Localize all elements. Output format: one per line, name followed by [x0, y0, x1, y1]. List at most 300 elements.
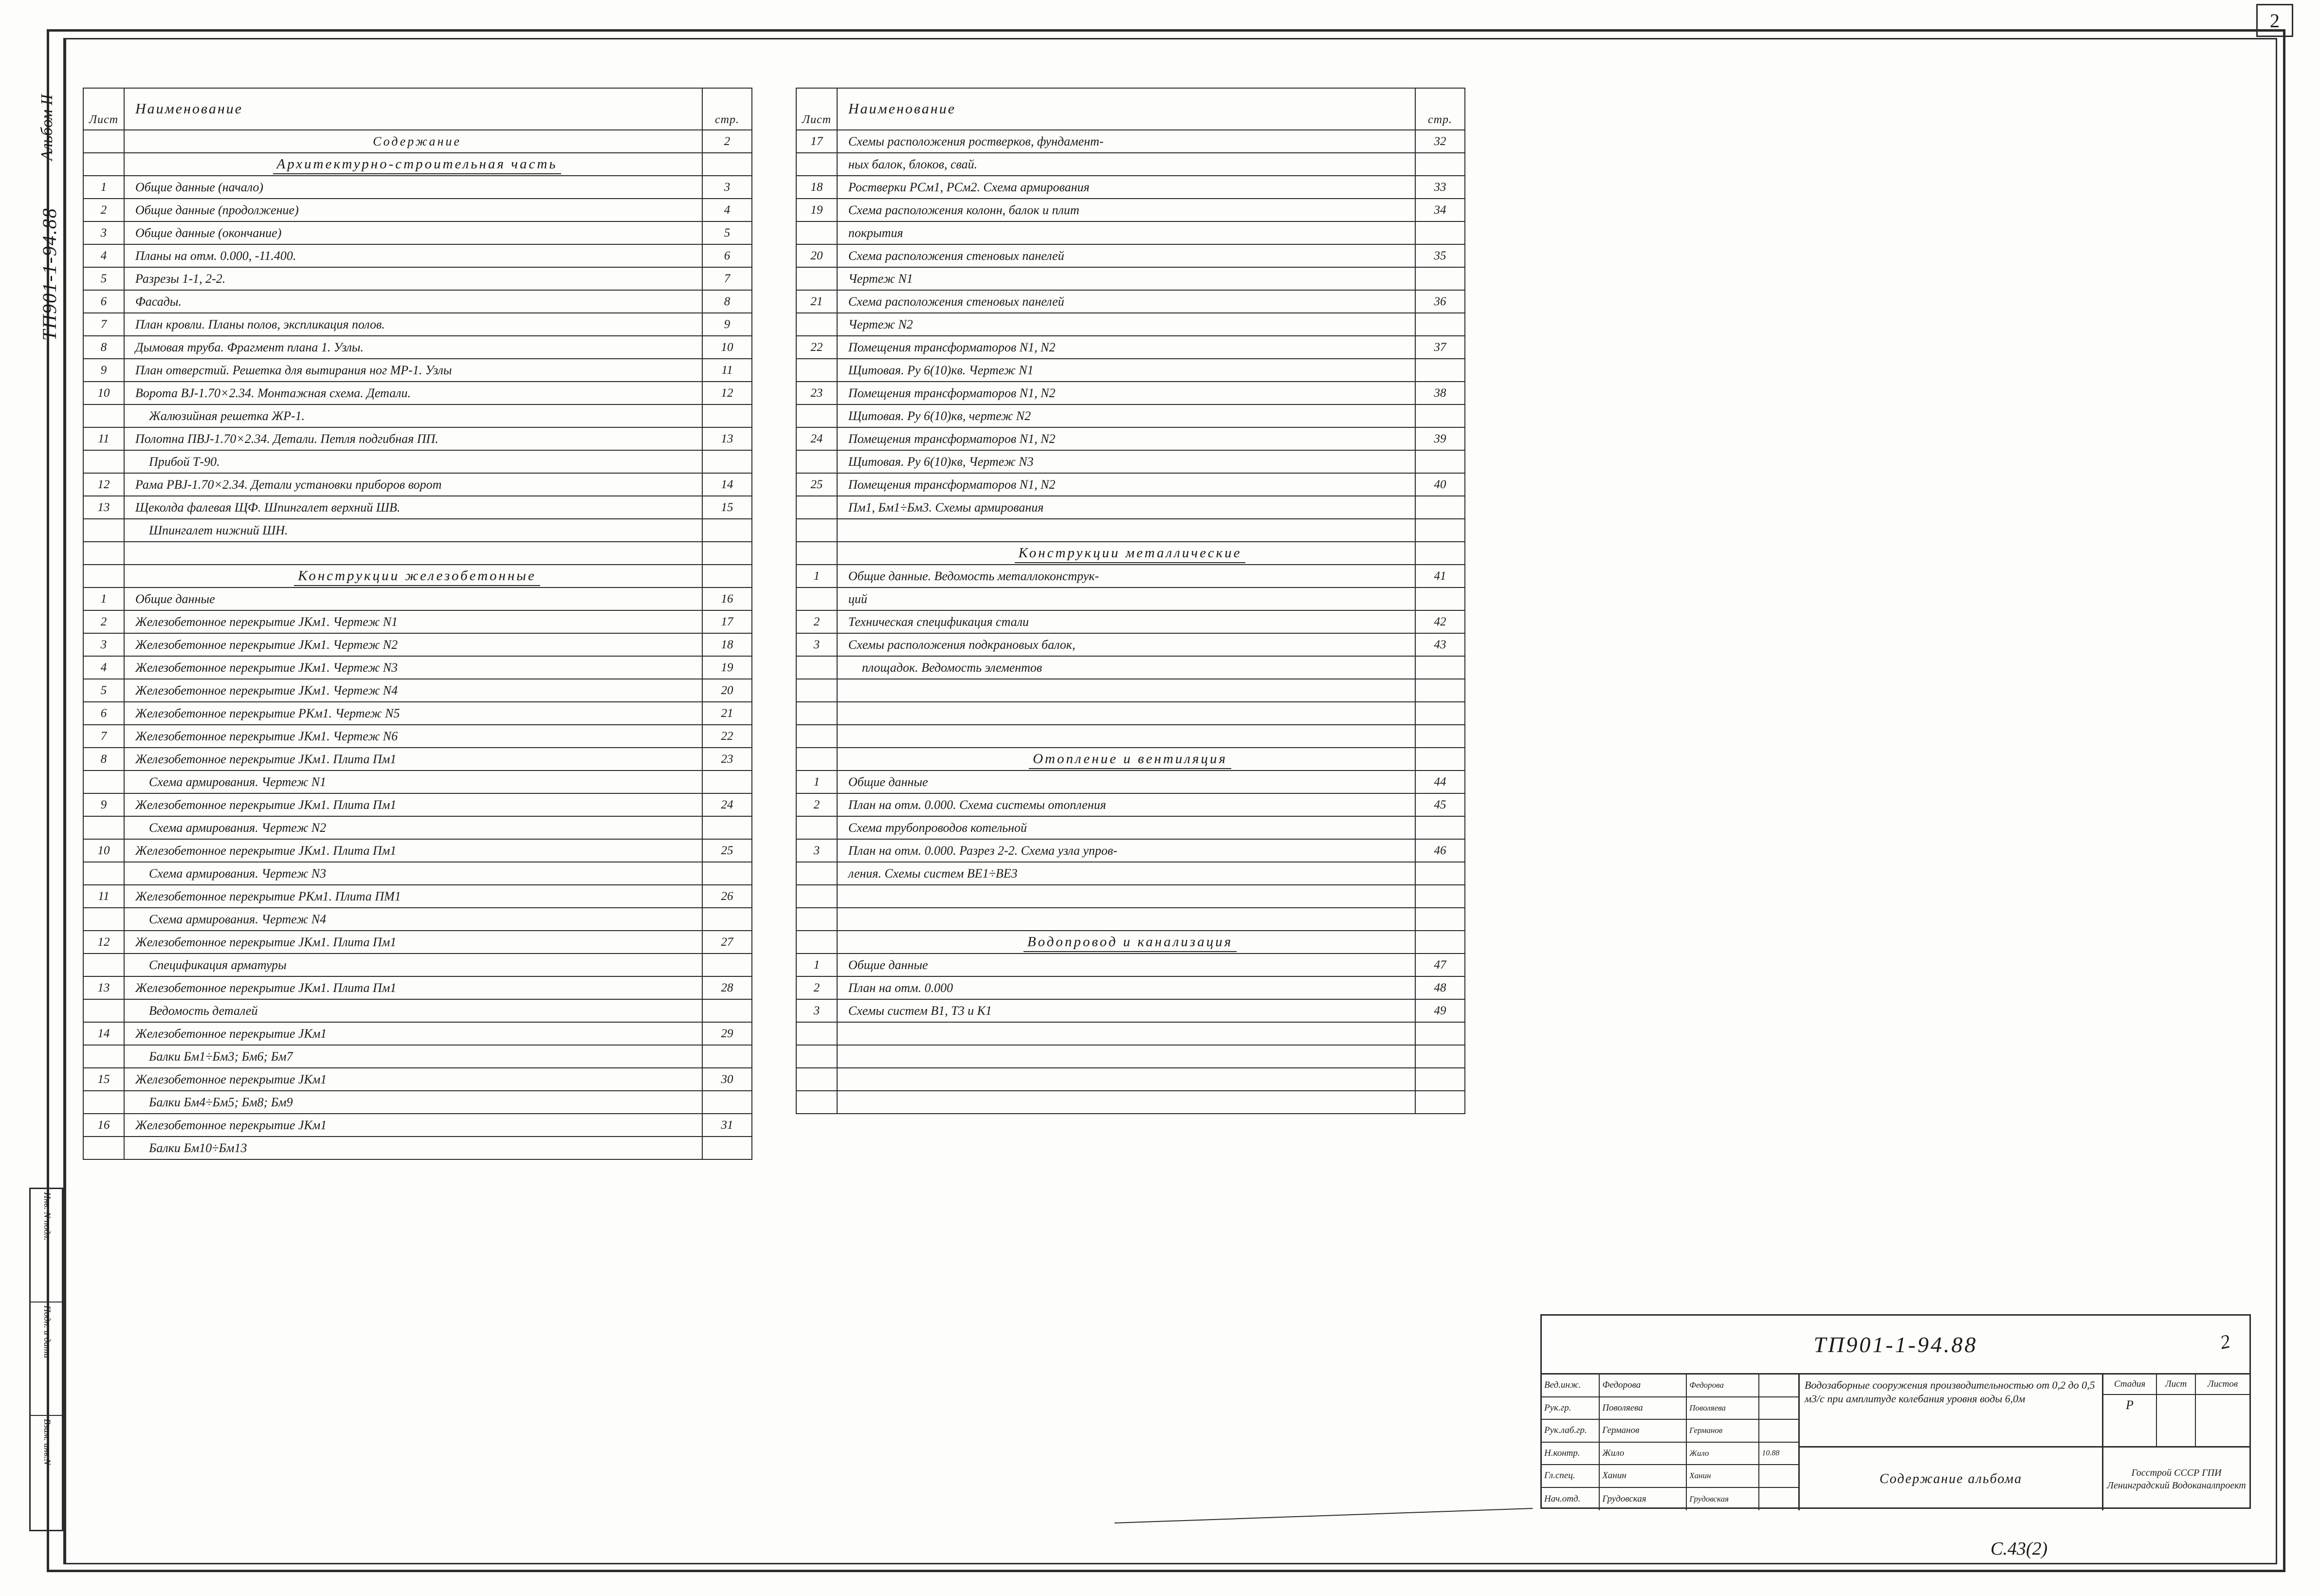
stage-block [2103, 1375, 2249, 1446]
cell-sheet-number: 11 [83, 427, 124, 450]
cell-page-number: 32 [1415, 130, 1465, 153]
table-row [83, 885, 752, 908]
cell-title: План на отм. 0.000 [837, 976, 1415, 999]
cell-sheet-number: 21 [796, 290, 837, 313]
table-row [83, 473, 752, 496]
signature-date [1759, 1397, 1798, 1419]
signature-sign: Федорова [1687, 1375, 1759, 1396]
cell-sheet-number [796, 153, 837, 176]
table-row [83, 1045, 752, 1068]
cell-title: Шпингалет нижний ШН. [124, 519, 702, 542]
signature-date: 10.88 [1762, 1449, 1780, 1457]
table-row [83, 199, 752, 221]
cell-page-number [1415, 587, 1465, 610]
cell-page-number: 38 [1415, 382, 1465, 404]
table-row [83, 153, 752, 176]
cell-page-number: 22 [702, 725, 752, 748]
table-row [83, 770, 752, 793]
stage-header-sheet: Лист [2157, 1375, 2196, 1394]
cell-title: Фасады. [124, 290, 702, 313]
cell-title [837, 1045, 1415, 1068]
table-row [83, 519, 752, 542]
cell-sheet-number [796, 656, 837, 679]
cell-sheet-number [796, 519, 837, 542]
signature-role: Н.контр. [1542, 1443, 1600, 1465]
cell-title [837, 908, 1415, 931]
left-margin-stamp [29, 1188, 63, 1531]
cell-page-number [1415, 542, 1465, 565]
object-description: Водозаборные сооружения производительностью от 0,2 до 0,5 м3/с при амплитуде колебания уровня воды 6,0м [1800, 1375, 2103, 1446]
cell-page-number [1415, 908, 1465, 931]
cell-sheet-number [796, 748, 837, 770]
cell-title: Щеколда фалевая ЩФ. Шпингалет верхний ШВ. [124, 496, 702, 519]
cell-title [837, 542, 1415, 565]
cell-sheet-number: 15 [83, 1068, 124, 1091]
cell-title: Содержание [124, 130, 702, 153]
section-heading: Конструкции металлические [1015, 545, 1246, 563]
table-row [796, 839, 1465, 862]
cell-title: План на отм. 0.000. Схема системы отопления [837, 793, 1415, 816]
table-row [796, 176, 1465, 199]
cell-page-number: 48 [1415, 976, 1465, 999]
table-row [83, 130, 752, 153]
table-row [83, 793, 752, 816]
table-header-row [796, 88, 1465, 130]
cell-sheet-number [796, 542, 837, 565]
cell-title [837, 1068, 1415, 1091]
table-row [796, 473, 1465, 496]
cell-title [124, 565, 702, 587]
table-row [83, 382, 752, 404]
cell-title: ций [837, 587, 1415, 610]
cell-page-number [1415, 359, 1465, 382]
cell-title: Схема расположения стеновых панелей [837, 290, 1415, 313]
table-row [83, 427, 752, 450]
cell-page-number: 33 [1415, 176, 1465, 199]
cell-page-number: 14 [702, 473, 752, 496]
cell-title: Железобетонное перекрытие ЈКм1. Плита Пм1 [124, 976, 702, 999]
cell-title: Общие данные [124, 587, 702, 610]
cell-page-number: 17 [702, 610, 752, 633]
cell-sheet-number [83, 404, 124, 427]
cell-sheet-number [83, 519, 124, 542]
table-row [83, 450, 752, 473]
cell-title: Схема армирования. Чертеж N1 [124, 770, 702, 793]
cell-sheet-number [83, 130, 124, 153]
table-row [796, 816, 1465, 839]
cell-page-number [1415, 450, 1465, 473]
cell-sheet-number [796, 1022, 837, 1045]
cell-page-number [702, 770, 752, 793]
signature-sign: Германов [1687, 1420, 1759, 1442]
table-row [83, 679, 752, 702]
cell-title: Схема армирования. Чертеж N4 [124, 908, 702, 931]
cell-title [837, 1091, 1415, 1114]
cell-page-number: 28 [702, 976, 752, 999]
stamp-cell-label: Инв. N подл. [42, 1192, 52, 1241]
cell-sheet-number: 10 [83, 839, 124, 862]
cell-title [837, 885, 1415, 908]
cell-title: Помещения трансформаторов N1, N2 [837, 473, 1415, 496]
section-heading: Водопровод и канализация [1023, 934, 1237, 952]
cell-title: Балки Бм1÷Бм3; Бм6; Бм7 [124, 1045, 702, 1068]
cell-title: Разрезы 1-1, 2-2. [124, 267, 702, 290]
cell-title: Железобетонное перекрытие ЈКм1. Чертеж N3 [124, 656, 702, 679]
cell-sheet-number [796, 862, 837, 885]
cell-sheet-number: 9 [83, 793, 124, 816]
cell-sheet-number: 14 [83, 1022, 124, 1045]
cell-page-number: 5 [702, 221, 752, 244]
cell-sheet-number: 11 [83, 885, 124, 908]
signature-sign: Грудовская [1687, 1488, 1759, 1511]
cell-page-number [1415, 656, 1465, 679]
table-row [796, 954, 1465, 976]
cell-sheet-number [796, 1091, 837, 1114]
project-code: ТП901-1-94.88 [1813, 1332, 1978, 1357]
vertical-project-code: ТП901-1-94.88 [38, 207, 60, 341]
cell-page-number [1415, 1068, 1465, 1091]
table-row [83, 313, 752, 336]
stage-value: Р [2103, 1395, 2157, 1446]
cell-title: Помещения трансформаторов N1, N2 [837, 382, 1415, 404]
cell-title: Ростверки РСм1, РСм2. Схема армирования [837, 176, 1415, 199]
cell-page-number: 36 [1415, 290, 1465, 313]
cell-page-number [702, 450, 752, 473]
cell-page-number: 20 [702, 679, 752, 702]
cell-title: Жалюзийная решетка ЖР-1. [124, 404, 702, 427]
cell-title [837, 702, 1415, 725]
cell-sheet-number: 2 [83, 610, 124, 633]
cell-page-number [702, 1091, 752, 1114]
table-row [83, 931, 752, 954]
cell-sheet-number [796, 679, 837, 702]
cell-title [837, 748, 1415, 770]
cell-title: Чертеж N1 [837, 267, 1415, 290]
cell-page-number [1415, 725, 1465, 748]
cell-title: Железобетонное перекрытие РКм1. Чертеж N5 [124, 702, 702, 725]
cell-page-number [1415, 1022, 1465, 1045]
cell-sheet-number: 2 [796, 793, 837, 816]
cell-sheet-number [796, 931, 837, 954]
cell-title: Рама РВЈ-1.70×2.34. Детали установки приборов ворот [124, 473, 702, 496]
cell-page-number: 18 [702, 633, 752, 656]
cell-title: Ворота ВЈ-1.70×2.34. Монтажная схема. Детали. [124, 382, 702, 404]
cell-title: Общие данные. Ведомость металлоконструк- [837, 565, 1415, 587]
cell-page-number [702, 908, 752, 931]
cell-title: Щитовая. Ру 6(10)кв, чертеж N2 [837, 404, 1415, 427]
cell-sheet-number: 1 [83, 176, 124, 199]
cell-title: Общие данные (начало) [124, 176, 702, 199]
cell-title: Помещения трансформаторов N1, N2 [837, 336, 1415, 359]
cell-title: План на отм. 0.000. Разрез 2-2. Схема узла упров- [837, 839, 1415, 862]
table-row [83, 862, 752, 885]
cell-page-number: 44 [1415, 770, 1465, 793]
cell-sheet-number [83, 999, 124, 1022]
cell-sheet-number: 9 [83, 359, 124, 382]
table-row [796, 427, 1465, 450]
sheet-title: Содержание альбома [1800, 1448, 2103, 1510]
cell-sheet-number [796, 359, 837, 382]
cell-sheet-number: 10 [83, 382, 124, 404]
table-row [796, 1022, 1465, 1045]
cell-page-number [1415, 885, 1465, 908]
cell-page-number: 16 [702, 587, 752, 610]
cell-sheet-number: 8 [83, 336, 124, 359]
table-row [796, 450, 1465, 473]
cell-page-number: 37 [1415, 336, 1465, 359]
table-row [83, 702, 752, 725]
table-row [83, 610, 752, 633]
cell-title [124, 153, 702, 176]
cell-sheet-number [796, 816, 837, 839]
table-row [83, 1068, 752, 1091]
cell-title: Общие данные [837, 954, 1415, 976]
cell-title: Балки Бм10÷Бм13 [124, 1137, 702, 1159]
header-name: Наименование [837, 88, 1415, 130]
table-row [796, 702, 1465, 725]
signature-name: Германов [1600, 1420, 1687, 1442]
table-row [796, 679, 1465, 702]
table-row [83, 176, 752, 199]
cell-sheet-number [796, 221, 837, 244]
cell-page-number: 8 [702, 290, 752, 313]
cell-sheet-number [83, 450, 124, 473]
cell-page-number: 47 [1415, 954, 1465, 976]
table-row [796, 199, 1465, 221]
stamp-cell-label: Подп. и дата [42, 1305, 52, 1358]
cell-sheet-number: 25 [796, 473, 837, 496]
title-block-code-row [1542, 1316, 2249, 1375]
cell-sheet-number [796, 313, 837, 336]
cell-title: Железобетонное перекрытие ЈКм1 [124, 1068, 702, 1091]
cell-page-number [702, 816, 752, 839]
cell-page-number: 27 [702, 931, 752, 954]
cell-title: Техническая спецификация стали [837, 610, 1415, 633]
cell-page-number: 40 [1415, 473, 1465, 496]
signature-row [1542, 1465, 1798, 1488]
cell-sheet-number: 6 [83, 290, 124, 313]
table-header-row [83, 88, 752, 130]
cell-page-number: 15 [702, 496, 752, 519]
signature-name: Ханин [1600, 1465, 1687, 1487]
cell-sheet-number [83, 816, 124, 839]
cell-page-number: 35 [1415, 244, 1465, 267]
cell-title: Общие данные (продолжение) [124, 199, 702, 221]
table-row [796, 153, 1465, 176]
cell-page-number [1415, 702, 1465, 725]
table-row [796, 999, 1465, 1022]
table-row [83, 908, 752, 931]
table-row [796, 725, 1465, 748]
table-row [796, 976, 1465, 999]
vertical-album-label: Альбом II [38, 94, 56, 161]
signature-date [1759, 1420, 1798, 1442]
cell-page-number: 9 [702, 313, 752, 336]
section-heading: Архитектурно-строительная часть [273, 156, 562, 174]
signature-role: Вед.инж. [1542, 1375, 1600, 1396]
cell-sheet-number: 24 [796, 427, 837, 450]
cell-title: Схема армирования. Чертеж N2 [124, 816, 702, 839]
cell-title: Железобетонное перекрытие ЈКм1 [124, 1114, 702, 1137]
cell-title: Железобетонное перекрытие РКм1. Плита ПМ1 [124, 885, 702, 908]
signature-role: Рук.лаб.гр. [1542, 1420, 1600, 1442]
cell-title: Прибой Т-90. [124, 450, 702, 473]
cell-sheet-number: 19 [796, 199, 837, 221]
cell-page-number: 2 [702, 130, 752, 153]
cell-page-number: 4 [702, 199, 752, 221]
cell-sheet-number [83, 908, 124, 931]
table-row [83, 633, 752, 656]
cell-sheet-number [83, 153, 124, 176]
cell-title: ных балок, блоков, свай. [837, 153, 1415, 176]
cell-sheet-number: 12 [83, 473, 124, 496]
signature-role: Рук.гр. [1542, 1397, 1600, 1419]
cell-page-number [1415, 267, 1465, 290]
table-row [83, 954, 752, 976]
cell-sheet-number: 17 [796, 130, 837, 153]
cell-title: План отверстий. Решетка для вытирания ног МР-1. Узлы [124, 359, 702, 382]
header-sheet: Лист [83, 88, 124, 130]
table-row [796, 267, 1465, 290]
signature-row [1542, 1488, 1798, 1511]
cell-sheet-number: 3 [83, 633, 124, 656]
cell-title [837, 931, 1415, 954]
sheets-total-value [2196, 1395, 2249, 1446]
cell-title: Железобетонное перекрытие ЈКм1. Чертеж N1 [124, 610, 702, 633]
cell-title: Железобетонное перекрытие ЈКм1. Плита Пм1 [124, 931, 702, 954]
signature-name: Федорова [1600, 1375, 1687, 1396]
cell-title [837, 1022, 1415, 1045]
cell-page-number [1415, 313, 1465, 336]
table-row [83, 1022, 752, 1045]
cell-title: Схема расположения стеновых панелей [837, 244, 1415, 267]
table-row [796, 519, 1465, 542]
header-sheet: Лист [796, 88, 837, 130]
table-row [83, 999, 752, 1022]
cell-sheet-number: 6 [83, 702, 124, 725]
cell-sheet-number [796, 587, 837, 610]
cell-sheet-number: 23 [796, 382, 837, 404]
cell-title: Железобетонное перекрытие ЈКм1. Плита Пм1 [124, 839, 702, 862]
table-row [83, 244, 752, 267]
cell-page-number: 45 [1415, 793, 1465, 816]
cell-page-number [702, 1137, 752, 1159]
table-row [83, 725, 752, 748]
signatures-table [1542, 1375, 1800, 1510]
signature-row [1542, 1420, 1798, 1443]
section-heading: Отопление и вентиляция [1029, 751, 1231, 769]
table-row [796, 1045, 1465, 1068]
cell-sheet-number [83, 1137, 124, 1159]
cell-title: Общие данные [837, 770, 1415, 793]
cell-page-number: 46 [1415, 839, 1465, 862]
signature-date [1759, 1375, 1798, 1396]
cell-title [837, 725, 1415, 748]
cell-page-number [1415, 404, 1465, 427]
cell-sheet-number [83, 1045, 124, 1068]
cell-title: Щитовая. Ру 6(10)кв, Чертеж N3 [837, 450, 1415, 473]
cell-sheet-number [796, 885, 837, 908]
cell-title: Железобетонное перекрытие ЈКм1. Чертеж N6 [124, 725, 702, 748]
table-row [796, 290, 1465, 313]
cell-title: Схема армирования. Чертеж N3 [124, 862, 702, 885]
cell-sheet-number: 3 [796, 839, 837, 862]
cell-sheet-number: 8 [83, 748, 124, 770]
table-row [796, 359, 1465, 382]
table-row [83, 542, 752, 565]
cell-sheet-number: 1 [83, 587, 124, 610]
cell-title: Дымовая труба. Фрагмент плана 1. Узлы. [124, 336, 702, 359]
cell-title: Схемы систем В1, Т3 и К1 [837, 999, 1415, 1022]
cell-page-number [702, 1045, 752, 1068]
cell-page-number: 31 [702, 1114, 752, 1137]
cell-sheet-number [83, 862, 124, 885]
cell-page-number: 29 [702, 1022, 752, 1045]
cell-sheet-number: 13 [83, 976, 124, 999]
cell-title [837, 519, 1415, 542]
cell-sheet-number: 2 [796, 976, 837, 999]
title-block-mark: 2 [2218, 1330, 2232, 1354]
cell-title: Щитовая. Ру 6(10)кв. Чертеж N1 [837, 359, 1415, 382]
cell-sheet-number [796, 496, 837, 519]
cell-title: Железобетонное перекрытие ЈКм1. Чертеж N4 [124, 679, 702, 702]
header-page: стр. [1415, 88, 1465, 130]
table-row [83, 1137, 752, 1159]
cell-page-number: 21 [702, 702, 752, 725]
cell-page-number [1415, 519, 1465, 542]
cell-title: ления. Схемы систем ВЕ1÷ВЕ3 [837, 862, 1415, 885]
cell-title: Ведомость деталей [124, 999, 702, 1022]
cell-sheet-number: 12 [83, 931, 124, 954]
cell-sheet-number [83, 1091, 124, 1114]
table-row [83, 748, 752, 770]
contents-table-left [83, 88, 752, 1160]
cell-sheet-number: 4 [83, 656, 124, 679]
cell-page-number [1415, 221, 1465, 244]
cell-sheet-number: 2 [83, 199, 124, 221]
cell-sheet-number: 13 [83, 496, 124, 519]
cell-sheet-number: 16 [83, 1114, 124, 1137]
cell-sheet-number: 3 [796, 633, 837, 656]
table-row [796, 587, 1465, 610]
cell-sheet-number: 2 [796, 610, 837, 633]
signature-name: Поволяева [1600, 1397, 1687, 1419]
table-row [796, 656, 1465, 679]
table-row [796, 542, 1465, 565]
cell-sheet-number: 5 [83, 267, 124, 290]
table-row [83, 656, 752, 679]
signature-row [1542, 1443, 1798, 1466]
cell-title: Схема расположения колонн, балок и плит [837, 199, 1415, 221]
signature-sign: Ханин [1687, 1465, 1759, 1487]
signature-sign: Поволяева [1687, 1397, 1759, 1419]
cell-title: Схемы расположения подкрановых балок, [837, 633, 1415, 656]
cell-sheet-number: 7 [83, 725, 124, 748]
organization-name: Госстрой СССР ГПИ Ленинградский Водоканалпроект [2107, 1467, 2246, 1491]
table-row [83, 336, 752, 359]
signature-row [1542, 1375, 1798, 1397]
table-row [83, 587, 752, 610]
cell-page-number [702, 565, 752, 587]
cell-title: Планы на отм. 0.000, -11.400. [124, 244, 702, 267]
signature-role: Гл.спец. [1542, 1465, 1600, 1487]
cell-page-number: 42 [1415, 610, 1465, 633]
table-row [83, 359, 752, 382]
signature-row [1542, 1397, 1798, 1420]
table-row [83, 976, 752, 999]
signature-role: Нач.отд. [1542, 1488, 1600, 1511]
cell-sheet-number: 5 [83, 679, 124, 702]
